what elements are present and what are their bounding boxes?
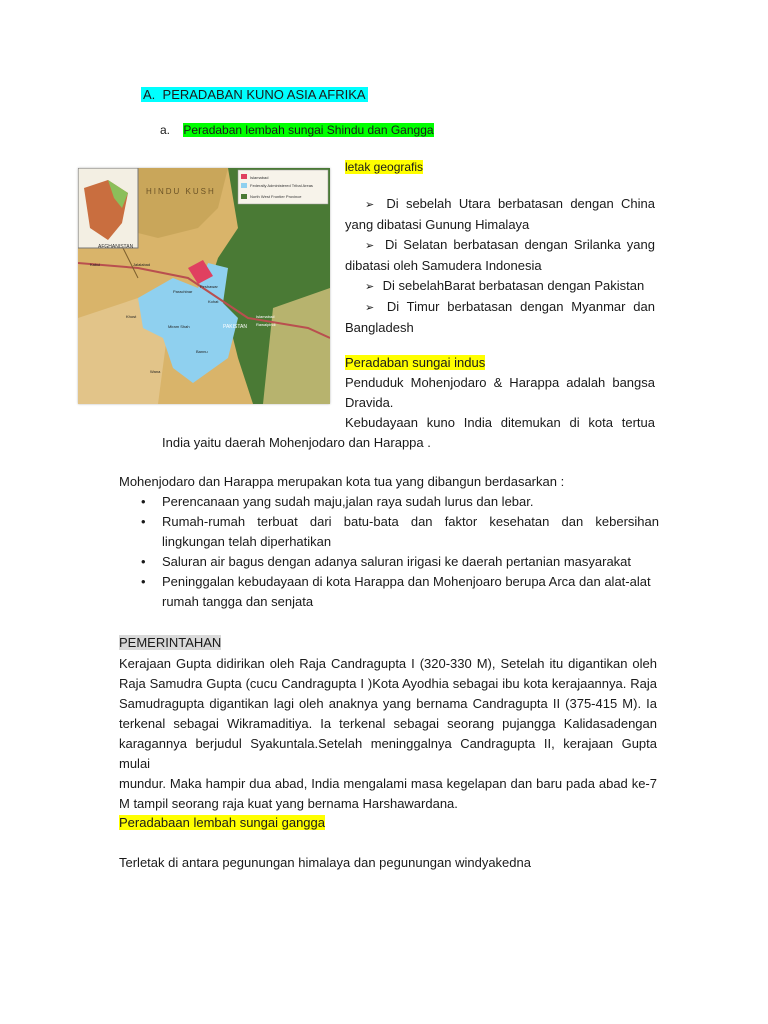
subheading-text: Peradaban lembah sungai Shindu dan Gangga [183,123,434,137]
geo-item-text: Di Selatan berbatasan dengan Srilanka yang [385,237,655,252]
subheading-marker: a. [160,123,171,137]
paragraph-line: mundur. Maka hampir dua abad, India mengalami masa kegelapan dan baru pada abad ke-7 [119,776,657,791]
gangga-title [119,813,325,833]
pemerintahan-title-text: PEMERINTAHAN [119,635,222,650]
indus-line: Kebudayaan kuno India ditemukan di kota tertua [345,415,655,430]
paragraph-line: Raja Samudra Gupta (cucu Candragupta I )Kota Ayodhia sebagai ibu kota kerajaannya. Raja [119,676,657,691]
map-svg [78,168,330,404]
list-item [119,572,659,612]
pemerintahan-body [119,654,657,814]
indus-line: Dravida. [345,395,394,410]
map-label: HINDU KUSH [146,187,216,196]
pemerintahan-title [119,633,221,653]
map-label: Jalalabad [133,262,151,267]
map-label: PAKISTAN [223,324,247,330]
indus-wrap-line: India yaitu daerah Mohenjodaro dan Harappa . [162,435,431,450]
legend-item: Islamabad [250,175,269,180]
geo-item-line [345,276,655,297]
cities-bullet-list [119,492,659,612]
heading-text: PERADABAN KUNO ASIA AFRIKA [162,87,366,102]
list-item-line: rumah tangga dan senjata [162,594,314,609]
paragraph-line: karagannya berjudul Syakuntala.Setelah meninggalnya Candragupta II, kerajaan Gupta mulai [119,736,657,771]
gangga-title-text: Peradabaan lembah sungai gangga [119,815,326,830]
list-item-line: Peninggalan kebudayaan di kota Harappa dan Mohenjoaro berupa Arca dan alat-alat [162,574,651,589]
geo-item-line: dibatasi oleh Samudera Indonesia [345,258,542,273]
geo-item-line [345,235,655,256]
map-label: Miram Shah [168,324,190,329]
arrow-icon: ➢ [365,199,375,211]
map-label: Kabul [90,262,101,267]
map-label: Bannu [196,349,208,354]
bullet-icon: • [141,554,146,569]
geo-item-text: Di sebelahBarat berbatasan dengan Pakistan [382,278,645,293]
list-item-line: lingkungan telah diperhatikan [162,534,332,549]
geo-list [345,194,655,338]
list-item-line: Rumah-rumah terbuat dari batu-bata dan faktor kesehatan dan kebersihan [162,514,659,529]
map-label: Peshawar [200,284,218,289]
geo-title [345,157,423,177]
gangga-text: Terletak di antara pegunungan himalaya dan pegunungan windyakedna [119,855,531,870]
geo-item-line [345,297,655,318]
paragraph-line: terkenal sebagai Wikramaditiya. Ia terkenal sebagai seorang pujangga Kalidasadengan [119,716,657,731]
paragraph-line: Kerajaan Gupta didirikan oleh Raja Candragupta I (320-330 M), Setelah itu digantikan oleh [119,656,657,671]
map-label: Parachinar [173,289,193,294]
arrow-icon: ➢ [365,281,375,293]
map-label: Rawalpindi [256,322,276,327]
geo-item-line: yang dibatasi Gunung Himalaya [345,217,530,232]
indus-line: Penduduk Mohenjodaro & Harappa adalah bangsa [345,375,655,390]
bullet-icon: • [141,494,146,509]
list-item [119,492,659,512]
arrow-icon: ➢ [365,302,375,314]
list-item [119,552,659,572]
bullet-icon: • [141,574,146,589]
list-item-line: Saluran air bagus dengan adanya saluran irigasi ke daerah pertanian masyarakat [162,554,632,569]
map-label: AFGHANISTAN [98,244,134,250]
list-item [119,512,659,552]
arrow-icon: ➢ [365,240,375,252]
heading-marker: A. [143,87,156,102]
map-label: Islamabad [256,314,275,319]
list-item-line: Perencanaan yang sudah maju,jalan raya sudah lurus dan lebar. [162,494,534,509]
indus-title-text: Peradaban sungai indus [345,355,486,370]
section-heading [141,85,368,105]
legend-item: Federally Administered Tribal Areas [250,183,313,188]
geo-item-line: Bangladesh [345,320,414,335]
map-label: Wana [150,369,161,374]
map-label: Khost [126,314,137,319]
map-image [78,168,330,404]
paragraph-line: M tampil seorang raja kuat yang bernama Harshawardana. [119,796,458,811]
cities-intro: Mohenjodaro dan Harappa merupakan kota tua yang dibangun berdasarkan : [119,474,565,489]
legend-item: North West Frontier Province [250,194,302,199]
geo-title-text: letak geografis [345,160,424,174]
map-label: Kohat [208,299,219,304]
geo-item-line [345,194,655,215]
paragraph-line: Samudragupta digantikan lagi oleh anaknya yang bernama Candragupta II (375-415 M). Ia [119,696,657,711]
geo-item-text: Di sebelah Utara berbatasan dengan China [386,196,655,211]
indus-section [345,353,655,433]
bullet-icon: • [141,514,146,529]
geo-item-text: Di Timur berbatasan dengan Myanmar dan [386,299,655,314]
indus-title [345,353,655,373]
subsection-heading [160,120,434,140]
